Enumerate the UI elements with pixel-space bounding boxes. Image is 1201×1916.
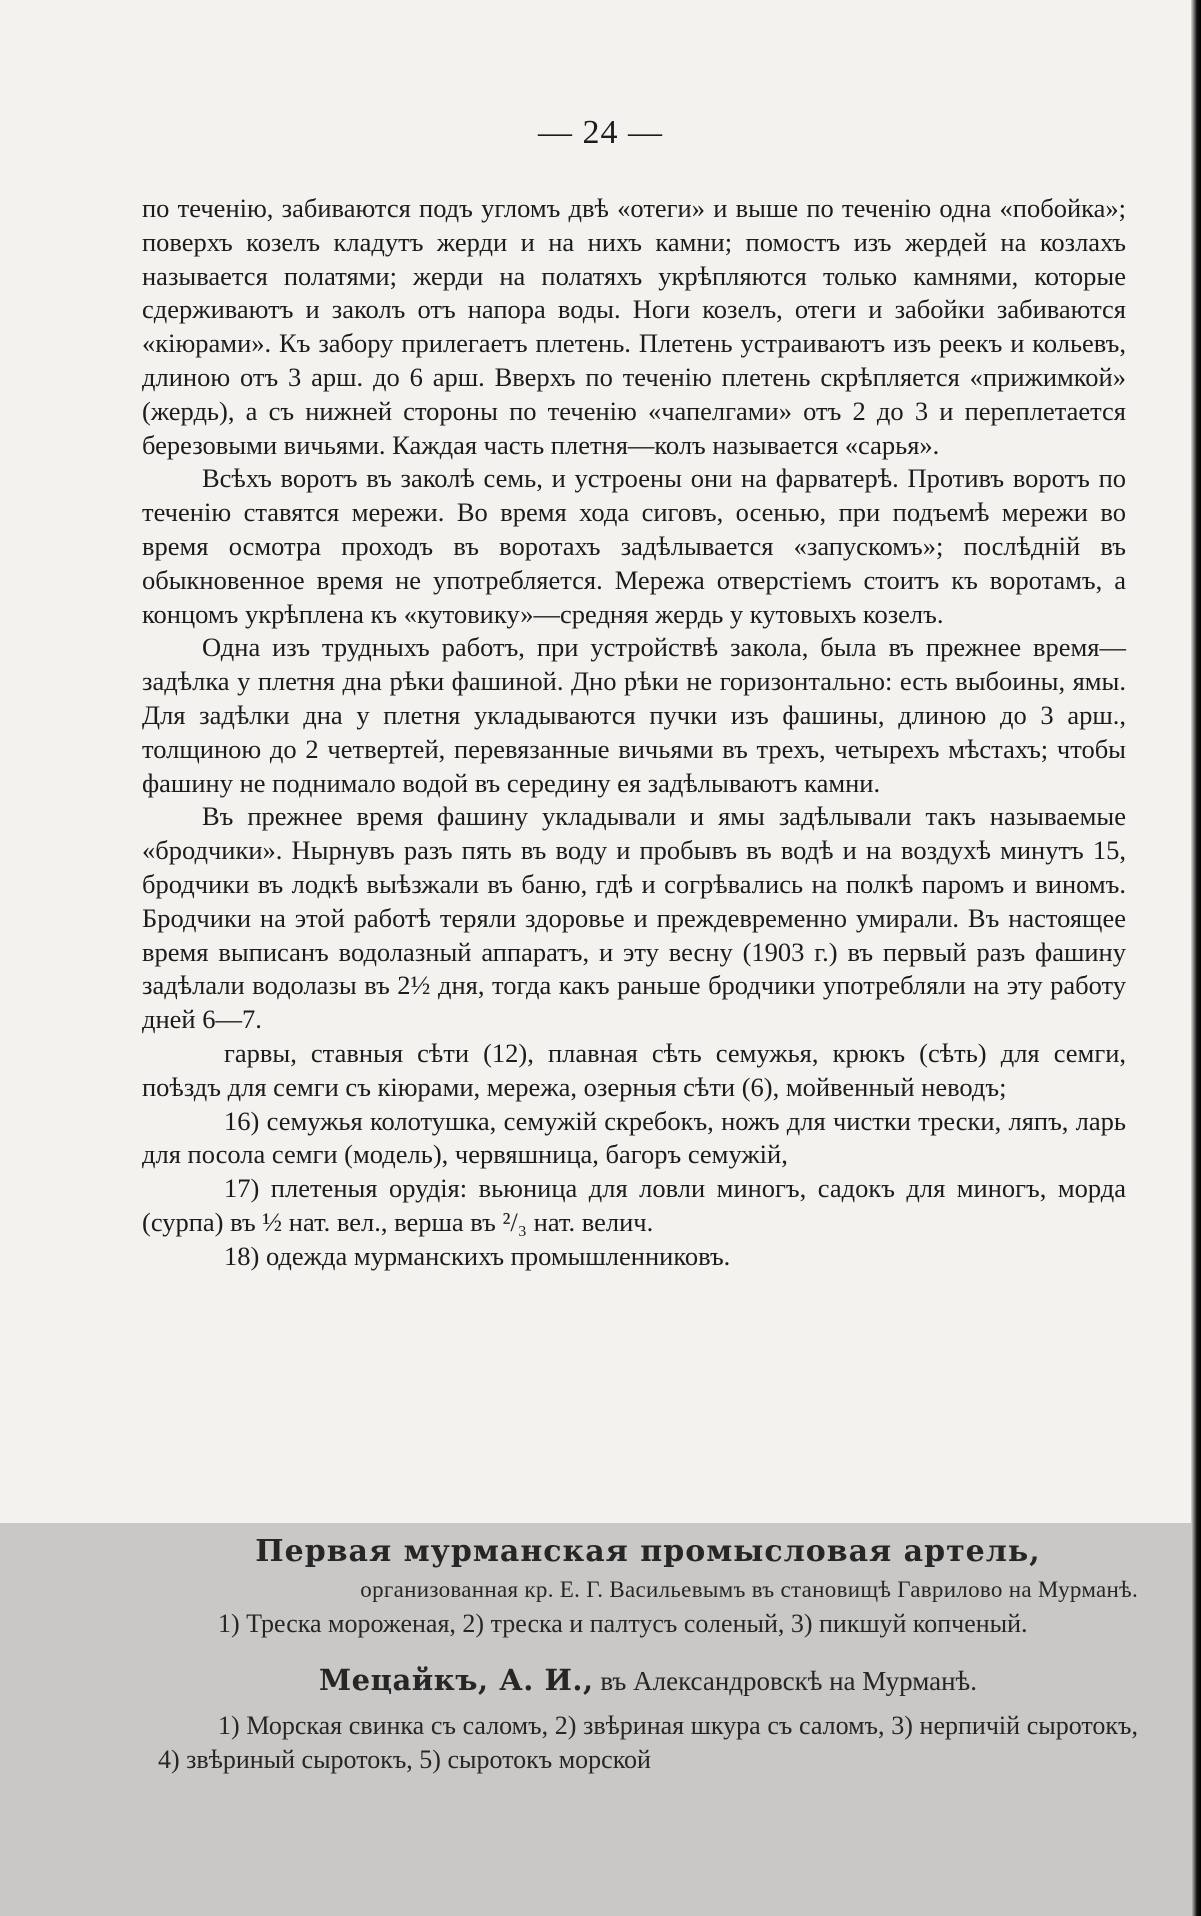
list-item-18: 18) одежда мурманскихъ промышленниковъ. [224,1240,731,1271]
page-edge-shadow [1191,0,1201,1916]
paragraph-2: Всѣхъ воротъ въ заколѣ семь, и устроены они на фарватерѣ. Противъ воротъ по теченію ставятся мережи. Во время хода сиговъ, осенью, при подъемѣ мережи во время осмотра проходъ въ воротахъ задѣлывается «запускомъ»; послѣдній въ обыкновенное время не употребляется. Мережа отверстіемъ стоитъ къ воротамъ, а концомъ укрѣплена къ «кутовику»—средняя жердь у кутовыхъ козелъ. [142,463,1126,629]
main-text [142,192,1126,1274]
exhibitor-entries [158,1534,1138,1799]
exhibitor-2-heading [158,1663,1138,1697]
paragraph-1: по теченію, забиваются подъ угломъ двѣ «отеги» и выше по теченію одна «побойка»; поверхъ козелъ кладутъ жерди и на нихъ камни; помостъ изъ жердей на козлахъ называется полатями; жерди на полатяхъ укрѣпляются только камнями, которые сдерживаютъ и заколъ отъ напора воды. Ноги козелъ, отеги и забойки забиваются «кіюрами». Къ забору прилегаетъ плетень. Плетень устраиваютъ изъ реекъ и кольевъ, длиною отъ 3 арш. до 6 арш. Вверхъ по теченію плетень скрѣпляется «прижимкой» (жердь), а съ нижней стороны по теченію «чапелгами» отъ 2 до 3 и переплетается березовыми вичьями. Каждая часть плетня—колъ называется «сарья». [142,193,1126,460]
paragraph-4: Въ прежнее время фашину укладывали и ямы задѣлывали такъ называемые «бродчики». Нырнувъ разъ пять въ воду и пробывъ въ водѣ и на воздухѣ минутъ 15, бродчики въ лодкѣ выѣзжали въ баню, гдѣ и согрѣвались на полкѣ паромъ и виномъ. Бродчики на этой работѣ теряли здоровье и преждевременно умирали. Въ настоящее время выписанъ водолазный аппаратъ, и эту весну (1903 г.) въ первый разъ фашину задѣлали водолазы въ 2½ дня, тогда какъ раньше бродчики употребляли на эту работу дней 6—7. [142,801,1126,1035]
exhibitor-2-items: 1) Морская свинка съ саломъ, 2) звѣриная шкура съ саломъ, 3) нерпичій сыротокъ, 4) звѣриный сыротокъ, 5) сыротокъ морской [158,1711,1138,1774]
exhibitor-1-items: 1) Треска мороженая, 2) треска и палтусъ соленый, 3) пикшуй копченый. [218,1609,1028,1638]
list-item-17: 17) плетеныя орудія: вьюница для ловли миногъ, садокъ для миногъ, морда (сурпа) въ ½ нат. вел., верша въ ²/₃ нат. велич. [142,1173,1126,1237]
paragraph-3: Одна изъ трудныхъ работъ, при устройствѣ закола, была въ прежнее время—задѣлка у плетня дна рѣки фашиной. Дно рѣки не горизонтально: есть выбоины, ямы. Для задѣлки дна у плетня укладываются пучки изъ фашины, длиною до 3 арш., толщиною до 2 четвертей, перевязанные вичьями въ трехъ, четырехъ мѣстахъ; чтобы фашину не поднимало водой въ середину ея задѣлываютъ камни. [142,632,1126,798]
exhibitor-1-title: Первая мурманская промысловая артель, [255,1534,1041,1569]
page-number: — 24 — [538,114,663,151]
list-item-16: 16) семужья колотушка, семужій скребокъ, ножъ для чистки трески, ляпъ, ларь для посола семги (модель), червяшница, багоръ семужій, [142,1105,1126,1170]
exhibitor-1-subtitle: организованная кр. Е. Г. Васильевымъ въ становищѣ Гаврилово на Мурманѣ. [360,1577,1138,1602]
exhibitor-2-location: въ Александровскѣ на Мурманѣ. [600,1666,977,1696]
exhibitor-2-name: Мецайкъ, А. И., [319,1663,594,1697]
paragraph-5: гарвы, ставныя сѣти (12), плавная сѣть семужья, крюкъ (сѣть) для семги, поѣздъ для семги съ кіюрами, мережа, озерныя сѣти (6), мойвенный неводъ; [142,1037,1126,1102]
